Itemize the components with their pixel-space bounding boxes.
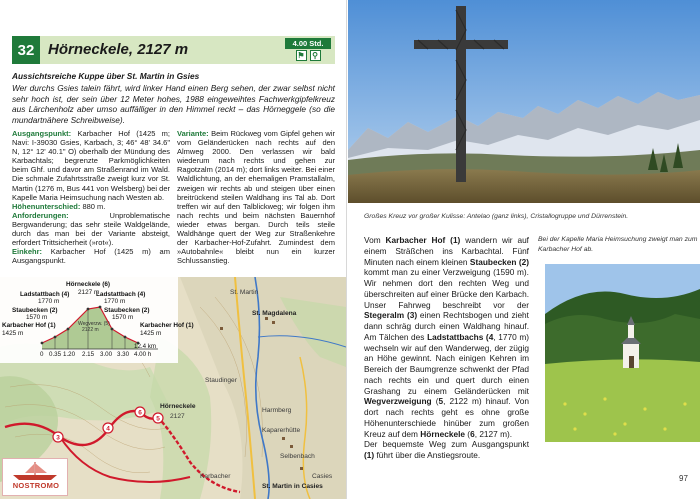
start-text: Karbacher Hof (1425 m; Navi: I-39030 Gsies, Karbach, 3; 46° 48' 34.6" N, 12° 12' 40.1" O) oberhalb der Mündung des Karbachtals; begrenzte Parkmöglichkeiten beim Ghf. und davor am Straßenrand im Wald. Die schmale Zufahrtsstraße zweigt kurz vor St. Martin (1276 m, Bus 441 von Welsberg) bei der Kapelle Maria Heimsuchung nach Westen ab. — [12, 129, 170, 202]
chapel-caption: Bei der Kapelle Maria Heimsuchung zweigt man zum Karbacher Hof ab. — [538, 236, 698, 253]
ship-icon — [3, 459, 67, 481]
profile-mid-alt: 2122 m — [82, 327, 99, 333]
bold-term: 5 — [438, 396, 444, 407]
hiker-icon: ⚑ — [297, 51, 305, 60]
inn-label: Einkehr: — [12, 247, 43, 257]
map-label-selbenbach: Selbenbach — [280, 453, 315, 460]
bold-term: Staubecken (2) — [469, 256, 529, 267]
chapel-photo — [545, 264, 700, 442]
profile-label-staubecken-back: Staubecken (2) — [104, 307, 150, 314]
tour-header — [12, 36, 335, 64]
bold-term: Stegeralm (3) — [364, 310, 418, 321]
profile-label-ladstattbach-back: Ladstattbach (4) — [96, 291, 146, 298]
profile-alt-ladstattbach-back: 1770 m — [104, 298, 126, 305]
route-paragraph-1: Vom Karbacher Hof (1) wandern wir auf einem Sträßchen ins Karbachtal. Fünf Minuten nach einem kleinen Staubecken (2) kommt man zu einer Verzweigung (1590 m). Wir nehmen dort den rechten Weg und überschreiten auf einer Brücke den Karbach. Unser Fahrweg beschreibt vor der Stegeralm (3) einen Rechtsbogen und zieht dann schräg durch einen Waldhang hinauf. Am Tälchen des Ladstattbachs (4, 1770 m) wechseln wir auf den Wanderweg, der zügig an Höhe gewinnt. Nach einigen Kehren im Bereich der Baumgrenze schwenkt der Pfad nach rechts ein und quert durch einen Grashang zu einem Geländerücken mit Wegverzweigung (5, 2122 m) hinauf. Von dort nach rechts geht es ohne große Höhenunterschiede hinüber zum großen Kreuz auf dem Hörneckele (6, 2127 m). — [364, 235, 529, 439]
height-text: 880 m. — [82, 201, 106, 211]
profile-alt-ladstattbach: 1770 m — [38, 298, 60, 305]
profile-tick-2: 1.20 — [63, 351, 76, 358]
map-label-st-martin: St. Martin — [230, 289, 259, 296]
profile-label-hoerneckele — [66, 281, 110, 288]
profile-label-ladstattbach: Ladstattbach (4) — [20, 291, 70, 298]
bold-term: Wegverzweigung — [364, 396, 432, 407]
summit-photo-graphic — [348, 0, 700, 203]
map-label-harmberg: Harmberg — [262, 407, 292, 414]
map-label-kaparerhuette: Kaparerhütte — [262, 427, 301, 434]
height-label: Höhenunterschied: — [12, 201, 81, 211]
bold-term: Hörneckele — [420, 428, 465, 439]
profile-label-karbacher-back: Karbacher Hof (1) — [140, 322, 194, 329]
tour-subtitle: Aussichtsreiche Kuppe über St. Martin in Gsies — [12, 71, 200, 81]
profile-name: Hörneckele (6) — [66, 281, 111, 288]
chapel-photo-graphic — [545, 264, 700, 442]
requirements-label: Anforderungen: — [12, 210, 69, 220]
profile-tick-1: 0.35 — [49, 351, 62, 358]
start-label: Ausgangspunkt: — [12, 129, 72, 138]
logo-text: NOSTROMO — [12, 481, 60, 490]
inn-text: Karbacher Hof (1425 m) am Ausgangspunkt. — [12, 247, 170, 266]
bold-term: Karbacher Hof (1) — [385, 235, 461, 245]
profile-tick-5: 3.30 — [117, 351, 130, 358]
duration: 4.00 Std. — [285, 38, 331, 49]
info-column-left — [12, 129, 170, 265]
photo-caption: Großes Kreuz vor großer Kulisse: Antelao (ganz links), Cristallogruppe und Dürrenstein. — [364, 213, 629, 220]
info-column-right — [177, 129, 335, 265]
publisher-logo — [2, 458, 68, 496]
profile-alt-staubecken: 1570 m — [26, 314, 48, 321]
difficulty-icons — [285, 50, 331, 61]
map-label-st-martin-casies: St. Martin in Casies — [262, 483, 323, 490]
variant-label: Variante: — [177, 129, 209, 138]
svg-text:5: 5 — [156, 415, 160, 423]
bold-term: 6 — [470, 428, 475, 439]
profile-alt-karbacher-back: 1425 m — [140, 330, 162, 337]
profile-tick-4: 3.00 — [100, 351, 113, 358]
route-paragraph-2: Der bequemste Weg zum Ausgangspunkt (1) führt über die Anstiegsroute. — [364, 439, 529, 460]
profile-mid-label: Wegverzw. (5) — [78, 321, 110, 327]
profile-label-staubecken: Staubecken (2) — [12, 307, 58, 314]
bold-term: (1) — [364, 450, 375, 460]
profile-alt-staubecken-back: 1570 m — [112, 314, 134, 321]
map-label-elevation: 2127 — [170, 413, 185, 420]
profile-alt-hoerneckele: 2127 m — [78, 289, 100, 296]
variant-text: Beim Rückweg vom Gipfel gehen wir vom Geländerücken nach rechts auf den Almweg 2000. Den verlassen wir bald wiederum nach rechts und gehen zur Ragotzalm (2014 m); dort links weiter. Bei einer Waldlichtung, an der ehemaligen Pramstallalm, zweigen wir rechts ab und steigen über einen breitrückend steilen Waldhang ins Tal ab. Dort treffen wir auf den Talblickweg; wir folgen ihm nach rechts und beim nächsten Bauernhof wieder etwas bergan. Durch teils steile Waldhänge quert der Weg zur Straßenkehre der Karbacher-Hof-Zufahrt. Zumindest dem »Autobahnle« bleibt nun ein kurzer Schlussanstieg. — [177, 129, 335, 266]
map-label-karbacher: Karbacher — [200, 473, 231, 480]
route-description — [364, 235, 529, 461]
svg-text:4: 4 — [106, 425, 110, 433]
map-label-casies: Casies — [312, 473, 333, 480]
profile-label-karbacher: Karbacher Hof (1) — [2, 322, 56, 329]
profile-tick-6: 4.00 h — [134, 351, 152, 358]
profile-distance: 12.4 km — [134, 343, 157, 350]
tour-number: 32 — [12, 36, 40, 64]
map-label-st-magdalena: St. Magdalena — [252, 310, 297, 317]
duration-box — [285, 38, 331, 62]
map-label-staudinger: Staudinger — [205, 377, 237, 384]
tour-intro: Wer durchs Gsies talein fährt, wird linker Hand einen Berg sehen, der zwar selbst nicht sehr hoch ist, der sein über 12 Meter hohes, 1988 eingeweihtes Fachwerkgipfelkreuz aus Lärchenholz aber umso auffälliger in den Himmel reckt – das Hörneggele (so die mundartnähere Schreibweise). — [12, 83, 335, 125]
svg-text:6: 6 — [138, 409, 142, 417]
summit-cross-photo — [348, 0, 700, 203]
profile-alt-karbacher: 1425 m — [2, 330, 24, 337]
requirements-text: Unproblematische Bergwanderung; das sehr steile Waldgelände, durch das man bei der Variante absteigt, erfordert Trittsicherheit (»rot«). — [12, 210, 170, 248]
svg-text:3: 3 — [56, 434, 60, 442]
map-label-hoerneckele: Hörneckele — [160, 403, 196, 410]
elevation-profile — [0, 277, 194, 363]
tour-title: Hörneckele, 2127 m — [48, 41, 189, 58]
page-number: 97 — [679, 474, 688, 483]
profile-tick-3: 2.15 — [82, 351, 95, 358]
family-icon: ⚲ — [310, 50, 321, 61]
profile-tick-0: 0 — [40, 351, 44, 358]
bold-term: Ladstattbachs (4 — [427, 331, 494, 342]
